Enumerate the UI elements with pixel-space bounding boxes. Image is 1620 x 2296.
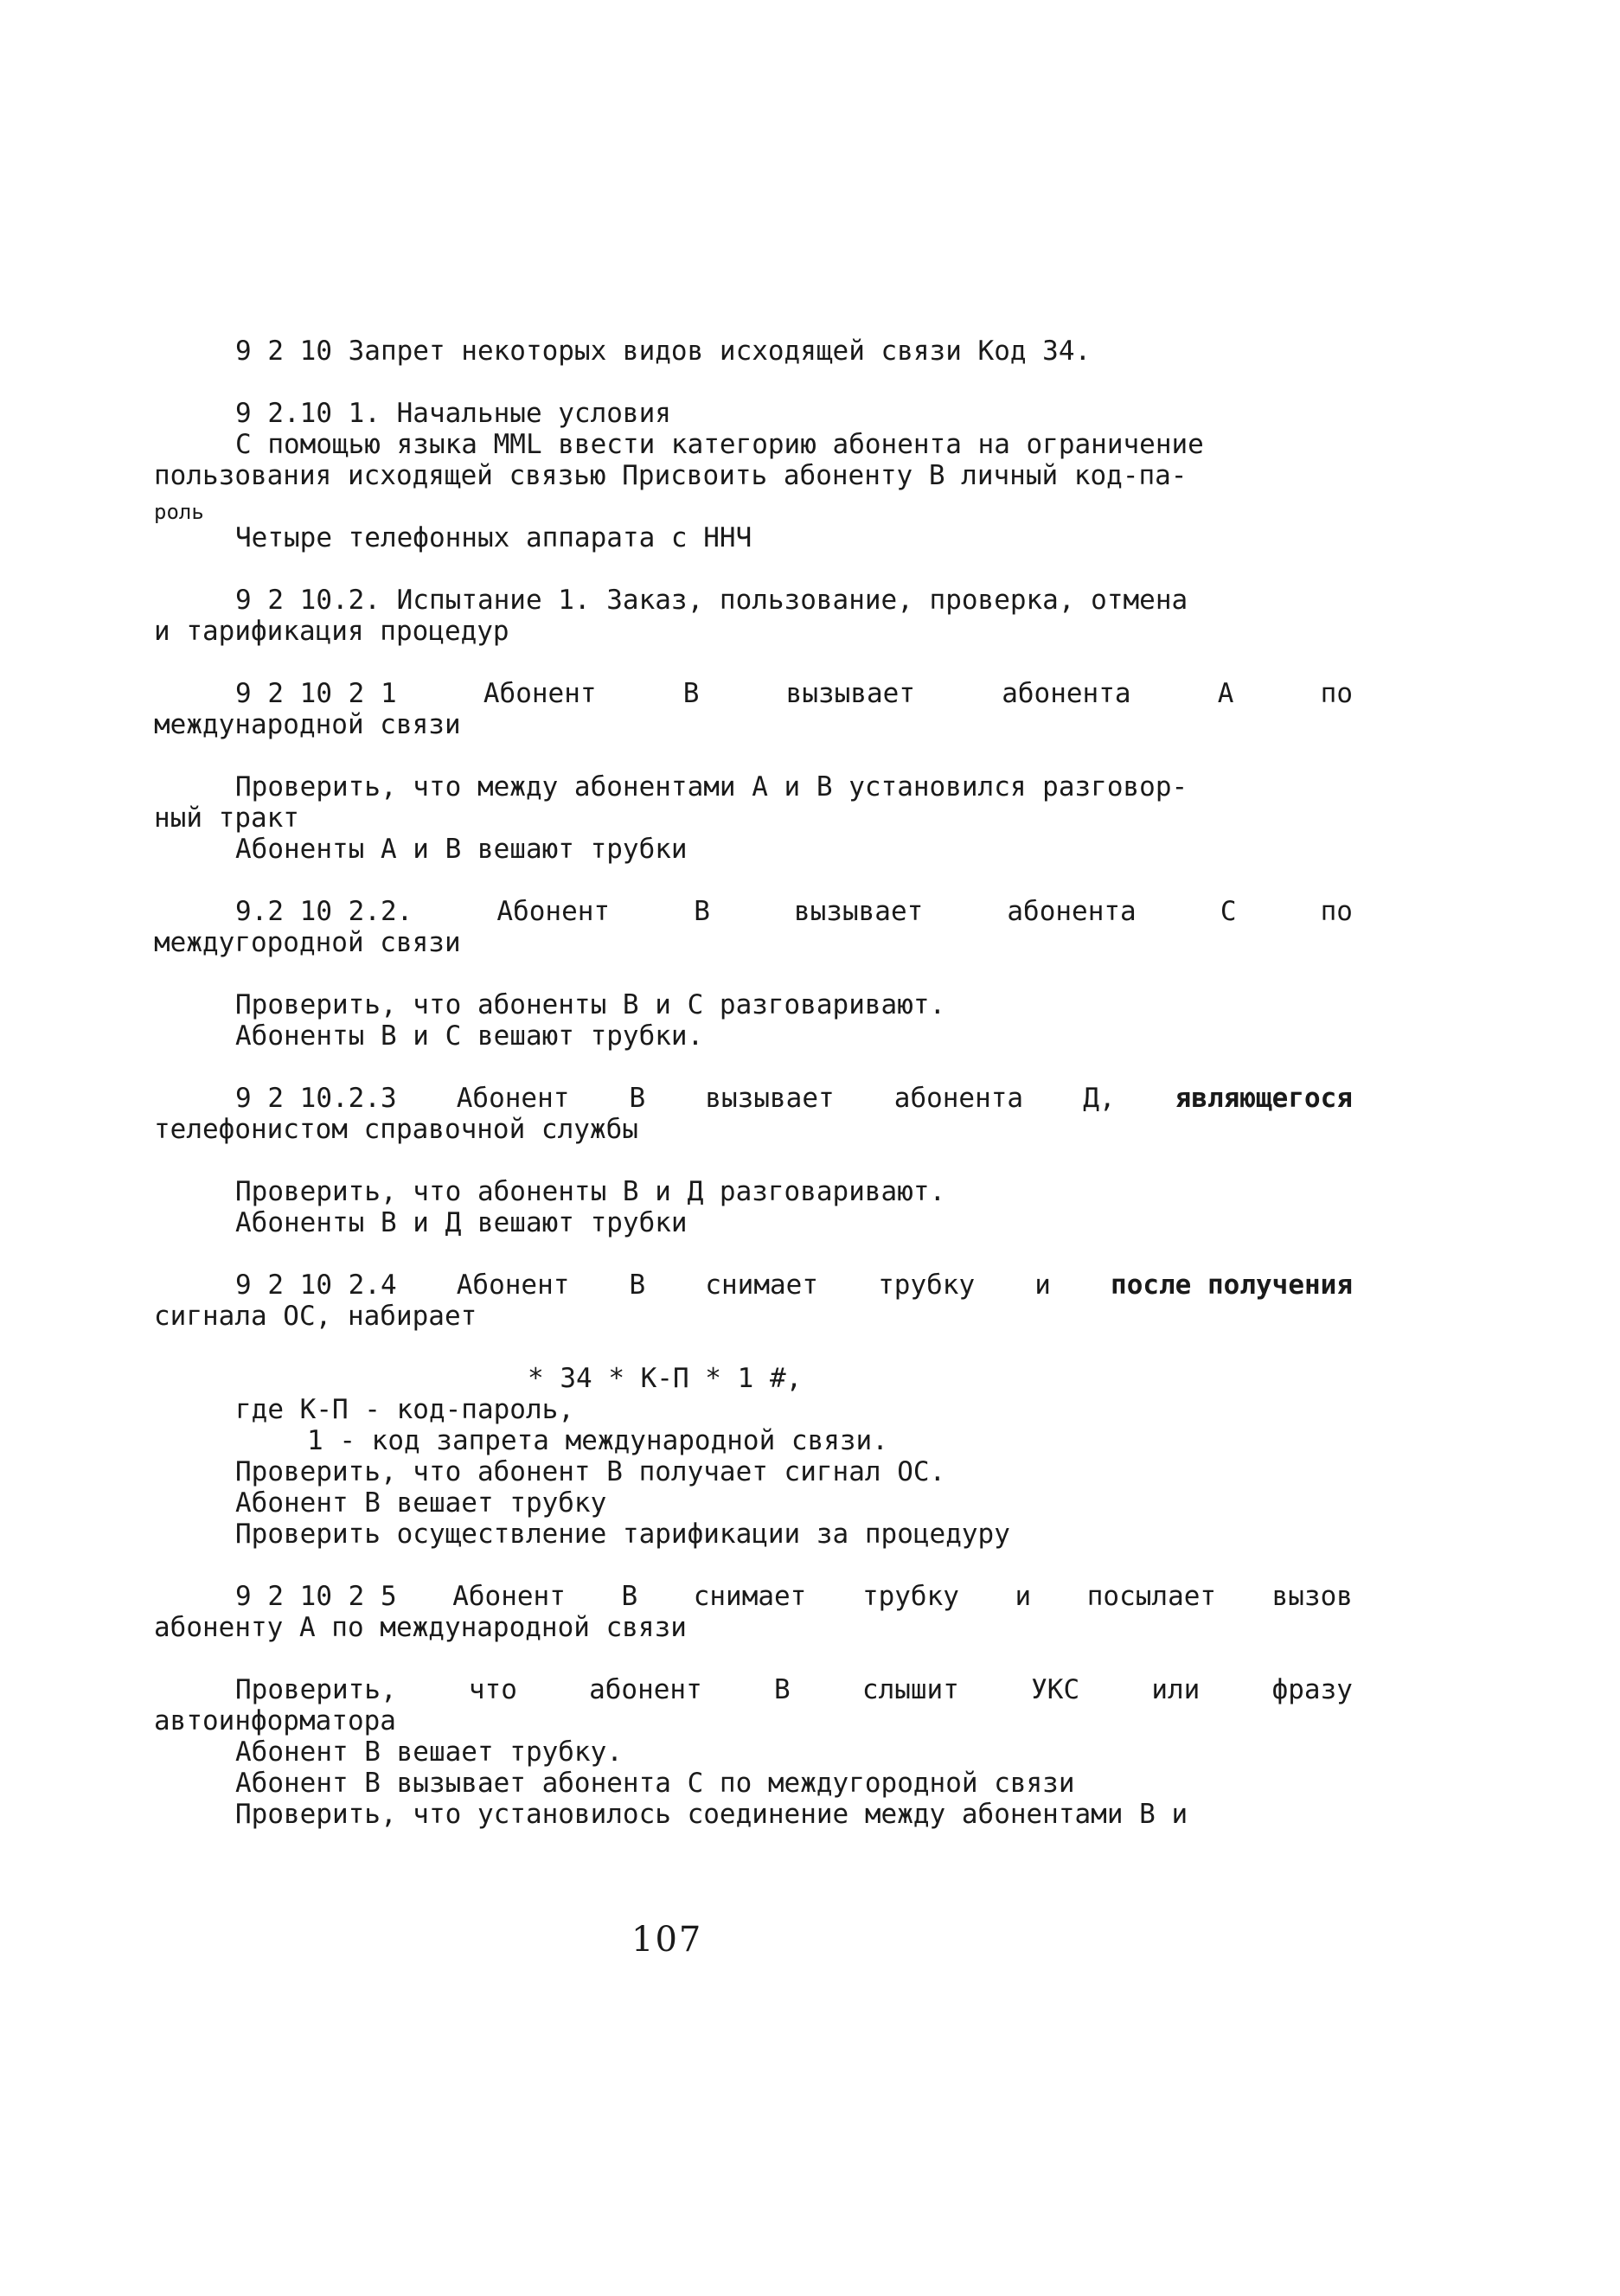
step-5-check-5: Проверить, что установилось соединение между абонентами В и — [235, 1799, 1188, 1830]
step-2-word: абонента — [1007, 896, 1137, 927]
step-1-line-2: международной связи — [154, 709, 461, 740]
step-2-check-2: Абоненты В и С вешают трубки. — [235, 1020, 704, 1052]
step-3-word: абонента — [893, 1083, 1024, 1114]
step-5-check-word: или — [1151, 1674, 1201, 1705]
step-1-word: вызывает — [785, 678, 915, 709]
step-4-word: после получения — [1111, 1270, 1353, 1301]
step-2-word: по — [1320, 896, 1353, 927]
step-4-word: Абонент — [456, 1270, 570, 1301]
test1-heading-line-1: 9 2 10.2. Испытание 1. Заказ, пользование, проверка, отмена — [235, 585, 1188, 616]
step-5-word: снимает — [693, 1581, 807, 1612]
step-2-word: 9.2 10 2.2. — [235, 896, 413, 927]
step-3-word: вызывает — [705, 1083, 835, 1114]
step-2-line-2: междугородной связи — [154, 927, 461, 958]
step-5-check-4: Абонент В вызывает абонента С по междугородной связи — [235, 1768, 1075, 1799]
step-5-check-word: фразу — [1271, 1674, 1353, 1705]
step-5-check-word: Проверить, — [235, 1674, 397, 1705]
step-3-line-2: телефонистом справочной службы — [154, 1114, 638, 1145]
step-4-line-2: сигнала ОС, набирает — [154, 1301, 477, 1332]
step-5-line-2: абоненту А по международной связи — [154, 1612, 687, 1643]
initial-line-4: Четыре телефонных аппарата с ННЧ — [235, 522, 752, 553]
step-3-word: Д, — [1083, 1083, 1116, 1114]
step-3-word: 9 2 10.2.3 — [235, 1083, 397, 1114]
step-5-check-word: слышит — [861, 1674, 959, 1705]
step-5-word: трубку — [861, 1581, 959, 1612]
step-5-word: и — [1015, 1581, 1032, 1612]
step-5-check-word: абонент — [589, 1674, 702, 1705]
step-5-word: посылает — [1086, 1581, 1217, 1612]
step-3-word: В — [629, 1083, 646, 1114]
step-5-check-3: Абонент В вешает трубку. — [235, 1736, 623, 1768]
step-5-word: вызов — [1271, 1581, 1353, 1612]
step-3-word: являющегося — [1175, 1083, 1353, 1114]
step-2-word: вызывает — [793, 896, 924, 927]
step-3-check-1: Проверить, что абоненты В и Д разговаривают. — [235, 1176, 946, 1207]
step-3-word: Абонент — [456, 1083, 570, 1114]
step-1-word: абонента — [1002, 678, 1131, 709]
step-5-heading — [235, 1581, 1353, 1612]
step-2-word: С — [1220, 896, 1237, 927]
test1-heading-line-2: и тарификация процедур — [154, 616, 509, 647]
step-1-word: по — [1320, 678, 1353, 709]
step-5-check-2: автоинформатора — [154, 1705, 396, 1736]
step-3-heading — [235, 1083, 1353, 1114]
step-1-word: А — [1217, 678, 1234, 709]
step-1-check-2: ный тракт — [154, 803, 299, 834]
step-2-word: Абонент — [496, 896, 611, 927]
step-4-dial-code: * 34 * К-П * 1 #, — [528, 1363, 803, 1394]
initial-line-2: пользования исходящей связью Присвоить абоненту В личный код-па- — [154, 460, 1188, 491]
step-1-check-1: Проверить, что между абонентами А и В установился разговор- — [235, 771, 1188, 803]
step-2-heading — [235, 896, 1353, 927]
step-5-check-word: В — [774, 1674, 791, 1705]
step-2-check-1: Проверить, что абоненты В и С разговаривают. — [235, 989, 946, 1020]
step-5-check-word: что — [468, 1674, 517, 1705]
page-number: 107 — [631, 1920, 703, 1960]
step-4-word: 9 2 10 2.4 — [235, 1270, 397, 1301]
step-1-word: В — [682, 678, 700, 709]
step-5-word: В — [621, 1581, 638, 1612]
step-1-check-3: Абоненты А и В вешают трубки — [235, 834, 688, 865]
step-4-heading — [235, 1270, 1353, 1301]
section-heading: 9 2 10 Запрет некоторых видов исходящей связи Код 34. — [235, 336, 1092, 367]
step-4-check-3: Проверить осуществление тарификации за процедуру — [235, 1519, 1010, 1550]
step-3-check-2: Абоненты В и Д вешают трубки — [235, 1207, 688, 1238]
step-5-word: Абонент — [452, 1581, 566, 1612]
step-5-word: 9 2 10 2 5 — [235, 1581, 397, 1612]
step-4-check-1: Проверить, что абонент В получает сигнал ОС. — [235, 1456, 946, 1487]
step-4-where: где К-П - код-пароль, — [235, 1394, 574, 1425]
step-5-check-1 — [235, 1674, 1353, 1705]
step-4-word: и — [1034, 1270, 1051, 1301]
step-1-word: Абонент — [483, 678, 597, 709]
step-4-word: трубку — [878, 1270, 976, 1301]
initial-line-1: С помощью языка MML ввести категорию абонента на ограничение — [235, 429, 1204, 460]
step-1-word: 9 2 10 2 1 — [235, 678, 397, 709]
step-1-heading — [235, 678, 1353, 709]
step-2-word: В — [694, 896, 710, 927]
step-4-word: В — [629, 1270, 646, 1301]
step-4-check-2: Абонент В вешает трубку — [235, 1487, 607, 1519]
initial-conditions-heading: 9 2.10 1. Начальные условия — [235, 398, 671, 429]
step-4-word: снимает — [705, 1270, 818, 1301]
step-5-check-word: УКС — [1031, 1674, 1080, 1705]
initial-line-3: роль — [154, 500, 204, 524]
step-4-where-2: 1 - код запрета международной связи. — [307, 1425, 888, 1456]
